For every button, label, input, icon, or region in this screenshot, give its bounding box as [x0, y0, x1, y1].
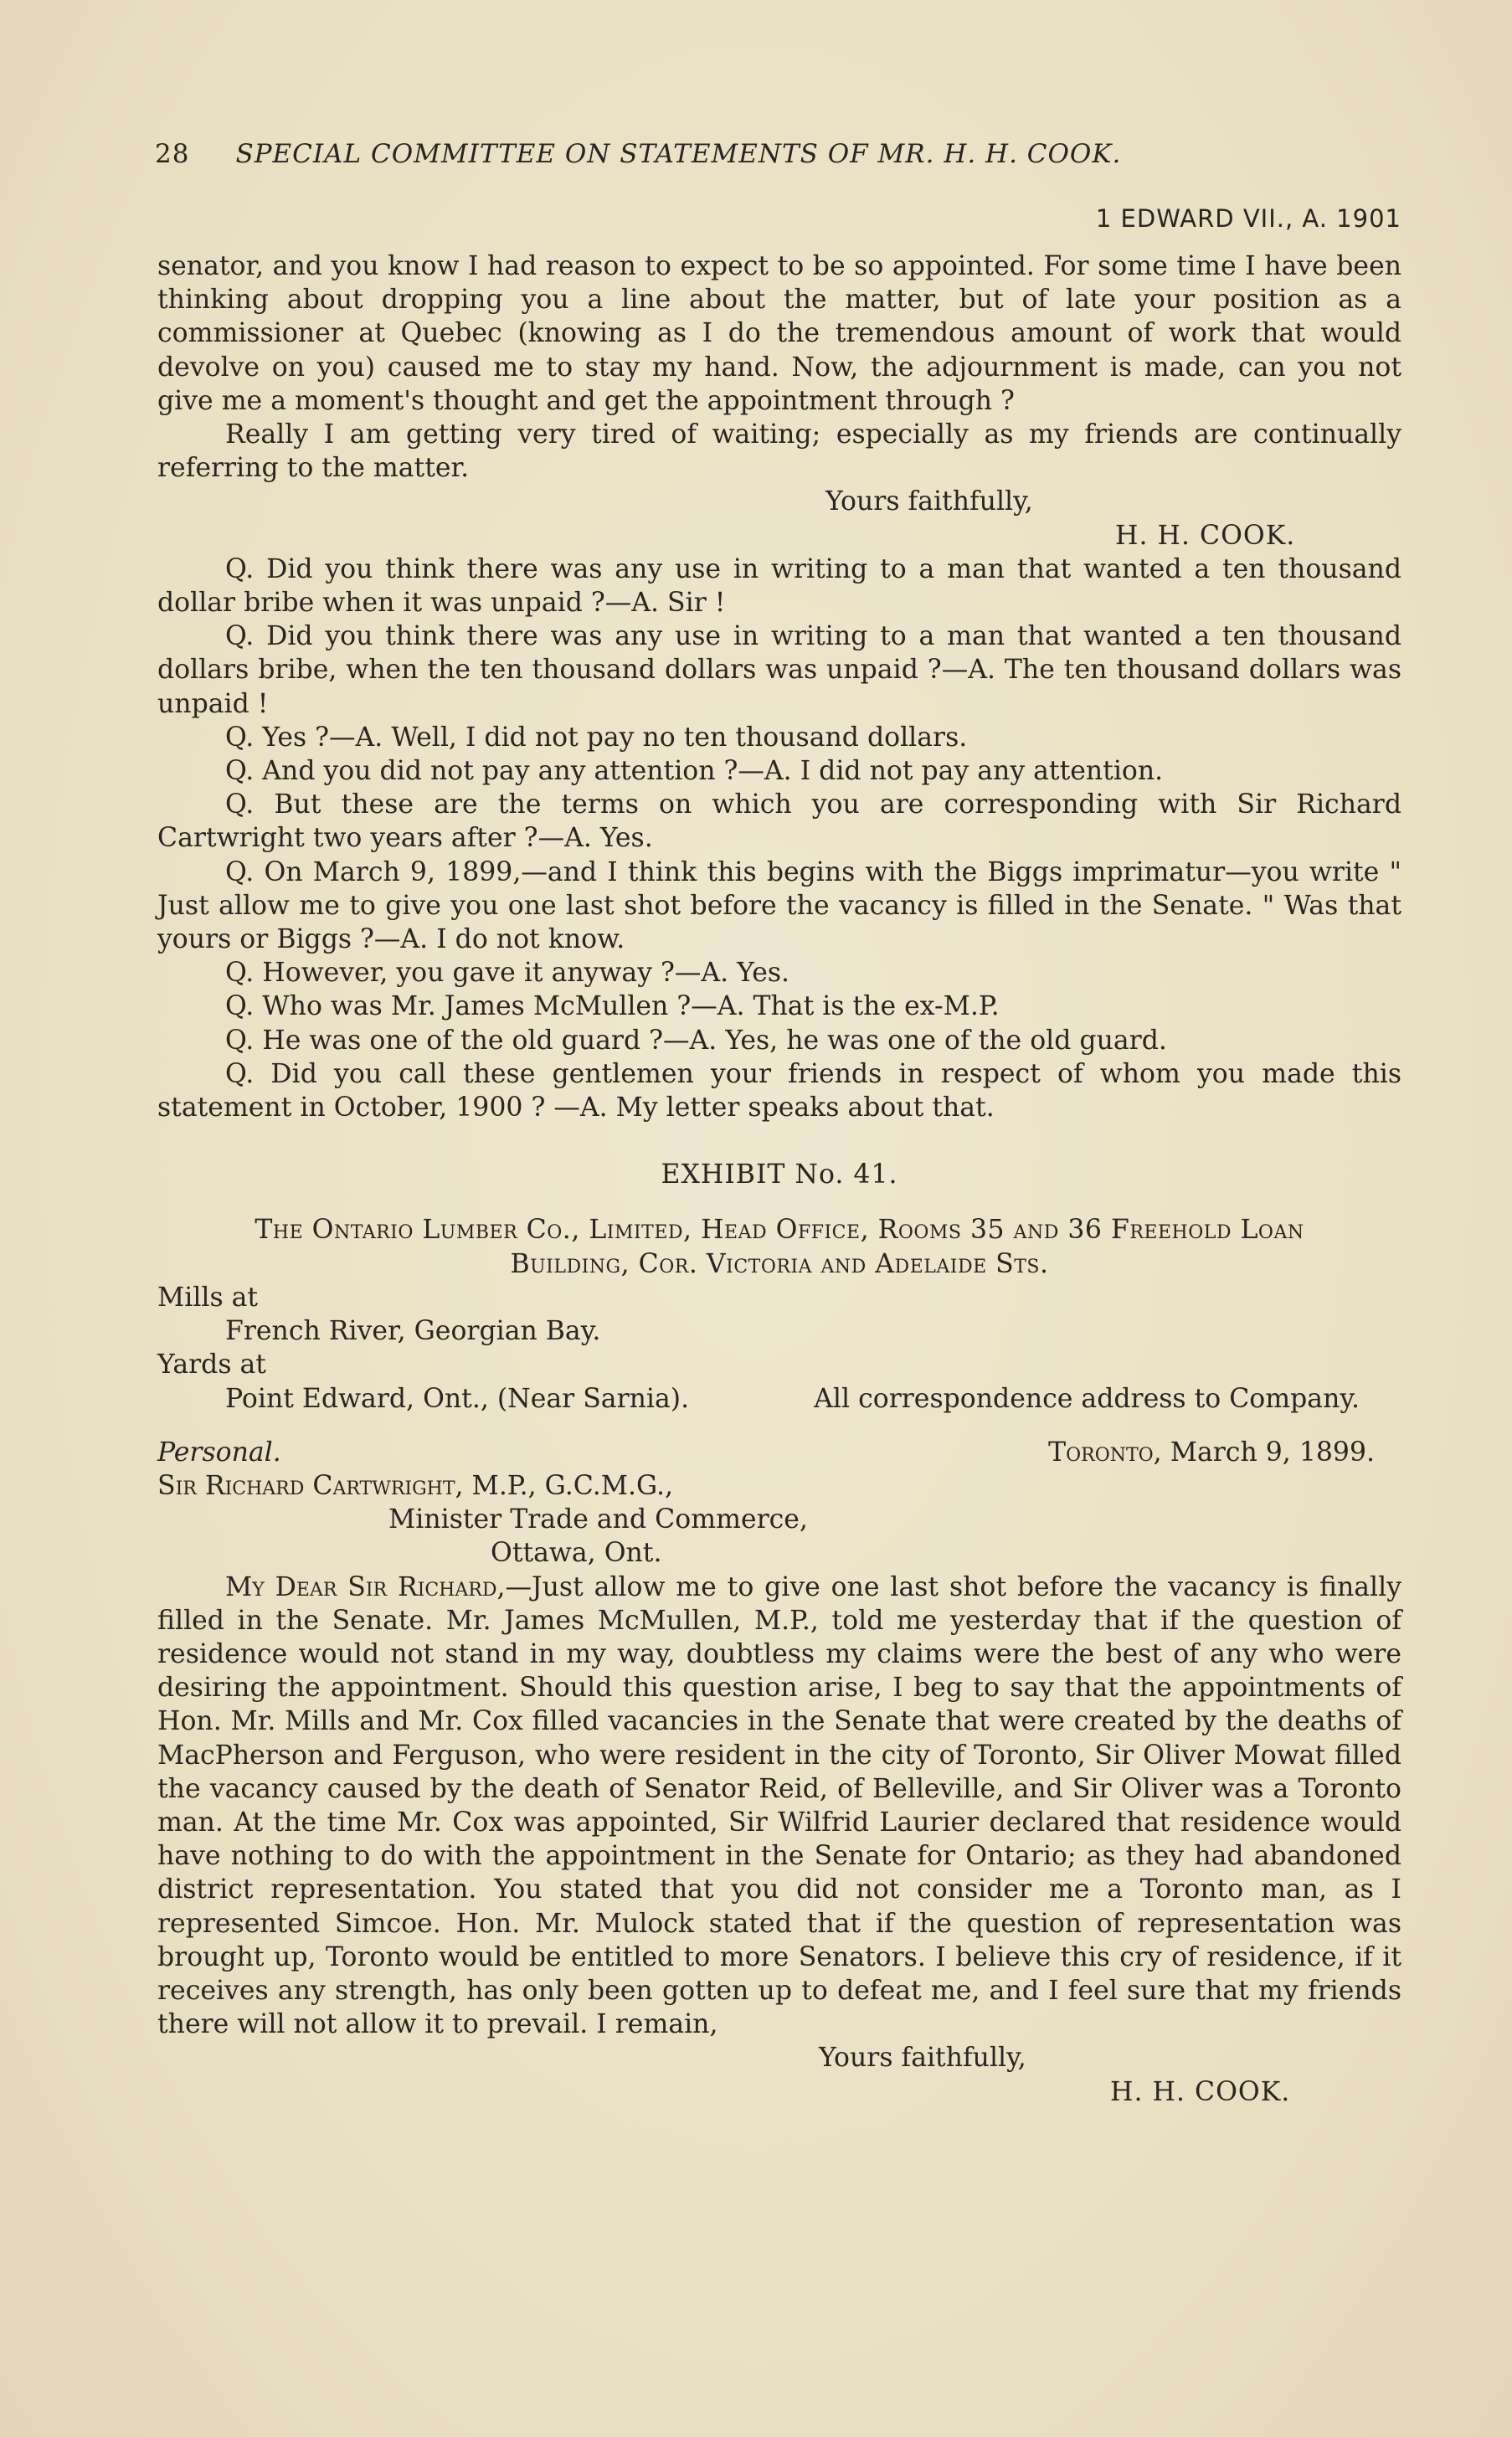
addressee-title: Minister Trade and Commerce,: [388, 1504, 808, 1535]
letter2-body: [157, 1571, 1401, 2042]
addressee-line: [157, 1469, 1401, 1503]
session-label: 1 EDWARD VII., A. 1901: [1095, 204, 1401, 233]
addressee-honours: M.P., G.C.M.G.,: [463, 1470, 674, 1501]
letter1-paragraph: senator, and you know I had reason to expect to be so appointed. For some time I have been thinking about dropping you a line about the matter, but of late your position as a commissioner at Quebec (knowing as I do the tremendous amount of work that would devolve on you) caused me to stay my hand. Now, the adjournment is made, can you not give me a moment's thought and get the appointment through ?: [157, 251, 1401, 416]
testimony-line: Q. He was one of the old guard ?—A. Yes, he was one of the old guard.: [225, 1025, 1167, 1056]
addressee-name: Sir Richard Cartwright,: [157, 1470, 464, 1501]
testimony-line: Q. Did you call these gentlemen your friends in respect of whom you made this statement in October, 1900 ? —A. My letter speaks about that.: [157, 1058, 1401, 1123]
yards-row: [157, 1382, 1401, 1416]
letter2-signature: H. H. COOK.: [1110, 2076, 1291, 2107]
page-number: 28: [155, 139, 190, 169]
letter1-paragraph: Really I am getting very tired of waiting; especially as my friends are continually referring to the matter.: [157, 419, 1401, 484]
testimony-line: Q. But these are the terms on which you are corresponding with Sir Richard Cartwright two years after ?—A. Yes.: [157, 789, 1401, 854]
testimony-line: Q. And you did not pay any attention ?—A. I did not pay any attention.: [225, 756, 1164, 787]
exhibit-title: EXHIBIT No. 41.: [661, 1159, 898, 1190]
date-city: Toronto,: [1048, 1437, 1162, 1468]
letter2-closing: Yours faithfully,: [819, 2043, 1026, 2074]
page-body: [157, 249, 1401, 2109]
yards-label: Yards at: [157, 1350, 266, 1380]
date-value: March 9, 1899.: [1161, 1437, 1375, 1468]
testimony-line: Q. Yes ?—A. Well, I did not pay no ten thousand dollars.: [225, 722, 968, 753]
testimony-line: Q. Did you think there was any use in writing to a man that wanted a ten thousand dollars bribe, when the ten thousand dollars was unpaid ?—A. The ten thousand dollars was unpaid !: [157, 621, 1401, 719]
running-header: [155, 139, 1411, 169]
letter2-text: —Just allow me to give one last shot before the vacancy is finally filled in the Senate. Mr. James McMullen, M.P., told me yesterday that if the question of residence would not stand in my way, doubtless my claims were the best of any who were desiring the appointment. Should this question arise, I beg to say that the appointments of Hon. Mr. Mills and Mr. Cox filled vacancies in the Senate that were created by the deaths of MacPherson and Ferguson, who were resident in the city of Toronto, Sir Oliver Mowat filled the vacancy caused by the death of Senator Reid, of Belleville, and Sir Oliver was a Toronto man. At the time Mr. Cox was appointed, Sir Wilfrid Laurier declared that residence would have nothing to do with the appointment in the Senate for Ontario; as they had abandoned district representation. You stated that you did not consider me a Toronto man, as I represented Simcoe. Hon. Mr. Mulock stated that if the question of representation was brought up, Toronto would be entitled to more Senators. I believe this cry of residence, if it receives any strength, has only been gotten up to defeat me, and I feel sure that my friends there will not allow it to prevail. I remain,: [157, 1571, 1401, 2040]
personal-label: Personal.: [157, 1437, 281, 1468]
addressee-city: Ottawa, Ont.: [491, 1538, 662, 1569]
running-title: SPECIAL COMMITTEE ON STATEMENTS OF MR. H. H. COOK.: [235, 139, 1122, 169]
letter1-closing: Yours faithfully,: [825, 486, 1033, 517]
correspondence-note: All correspondence address to Company.: [814, 1383, 1360, 1414]
mills-label: Mills at: [157, 1282, 259, 1313]
letterhead-line: Building, Cor. Victoria and Adelaide Sts.: [510, 1248, 1049, 1279]
dateline-row: [157, 1436, 1401, 1469]
letter-date: [1048, 1436, 1401, 1469]
mills-location: French River, Georgian Bay.: [225, 1316, 601, 1347]
letter1-signature: H. H. COOK.: [1115, 520, 1296, 551]
testimony-line: Q. However, you gave it anyway ?—A. Yes.: [225, 958, 790, 989]
testimony-line: Q. Did you think there was any use in writing to a man that wanted a ten thousand dollar bribe when it was unpaid ?—A. Sir !: [157, 553, 1401, 619]
testimony-line: Q. On March 9, 1899,—and I think this begins with the Biggs imprimatur—you write " Just allow me to give you one last shot before the vacancy is filled in the Senate. " Was that yours or Biggs ?—A. I do not know.: [157, 856, 1401, 955]
yards-location: Point Edward, Ont., (Near Sarnia).: [225, 1383, 690, 1414]
testimony-line: Q. Who was Mr. James McMullen ?—A. That is the ex-M.P.: [225, 991, 1000, 1022]
salutation: My Dear Sir Richard,: [225, 1571, 506, 1602]
letterhead-line: The Ontario Lumber Co., Limited, Head Office, Rooms 35 and 36 Freehold Loan: [255, 1215, 1304, 1246]
